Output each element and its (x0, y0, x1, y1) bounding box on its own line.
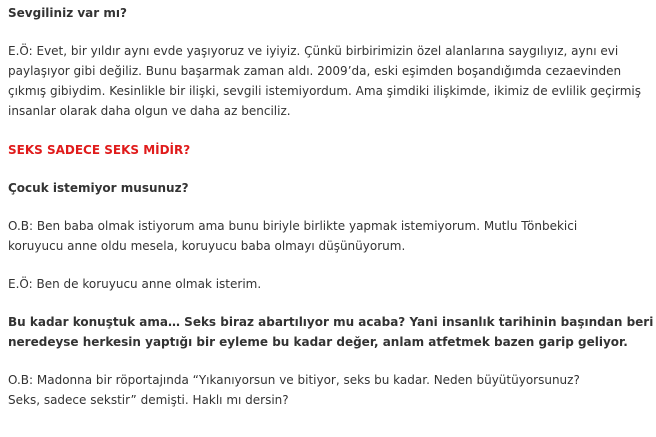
answer-eo-relationship: E.Ö: Evet, bir yıldır aynı evde yaşıyoruz ve iyiyiz. Çünkü birbirimizin özel alanlarına saygılıyız, aynı evi paylaşıyor gibi değiliz. Bunu başarmak zaman aldı. 2009’da, eski eşimden boşandığımda cezaevinden çıkmış gibiydim. Kesinlikle bir ilişki, sevgili istemiyordum. Ama şimdiki ilişkimde, ikimiz de evlilik geçirmiş insanlar olarak daha olgun ve daha az benciliz. (8, 44, 642, 118)
answer-ob-children: O.B: Ben baba olmak istiyorum ama bunu biriyle birlikte yapmak istemiyorum. Mutlu Tönbekici koruyucu anne oldu mesela, koruyucu baba olmayı düşünüyorum. (8, 219, 578, 253)
question-sex-overrated: Bu kadar konuştuk ama… Seks biraz abartılıyor mu acaba? Yani insanlık tarihinin başından beri neredeyse herkesin yaptığı bir eyleme bu kadar değer, anlam atfetmek bazen garip geliyor. (8, 315, 654, 349)
answer-ob-madonna: O.B: Madonna bir röportajında “Yıkanıyorsun ve bitiyor, seks bu kadar. Neden büyütüyorsunuz? Seks, sadece sekstir” demişti. Haklı mı dersin? (8, 373, 580, 407)
interview-article (8, 0, 652, 410)
question-girlfriend: Sevgiliniz var mı? (8, 6, 127, 20)
answer-eo-foster: E.Ö: Ben de koruyucu anne olmak isterim. (8, 277, 262, 291)
section-heading: SEKS SADECE SEKS MİDİR? (8, 143, 191, 157)
question-children: Çocuk istemiyor musunuz? (8, 181, 189, 195)
